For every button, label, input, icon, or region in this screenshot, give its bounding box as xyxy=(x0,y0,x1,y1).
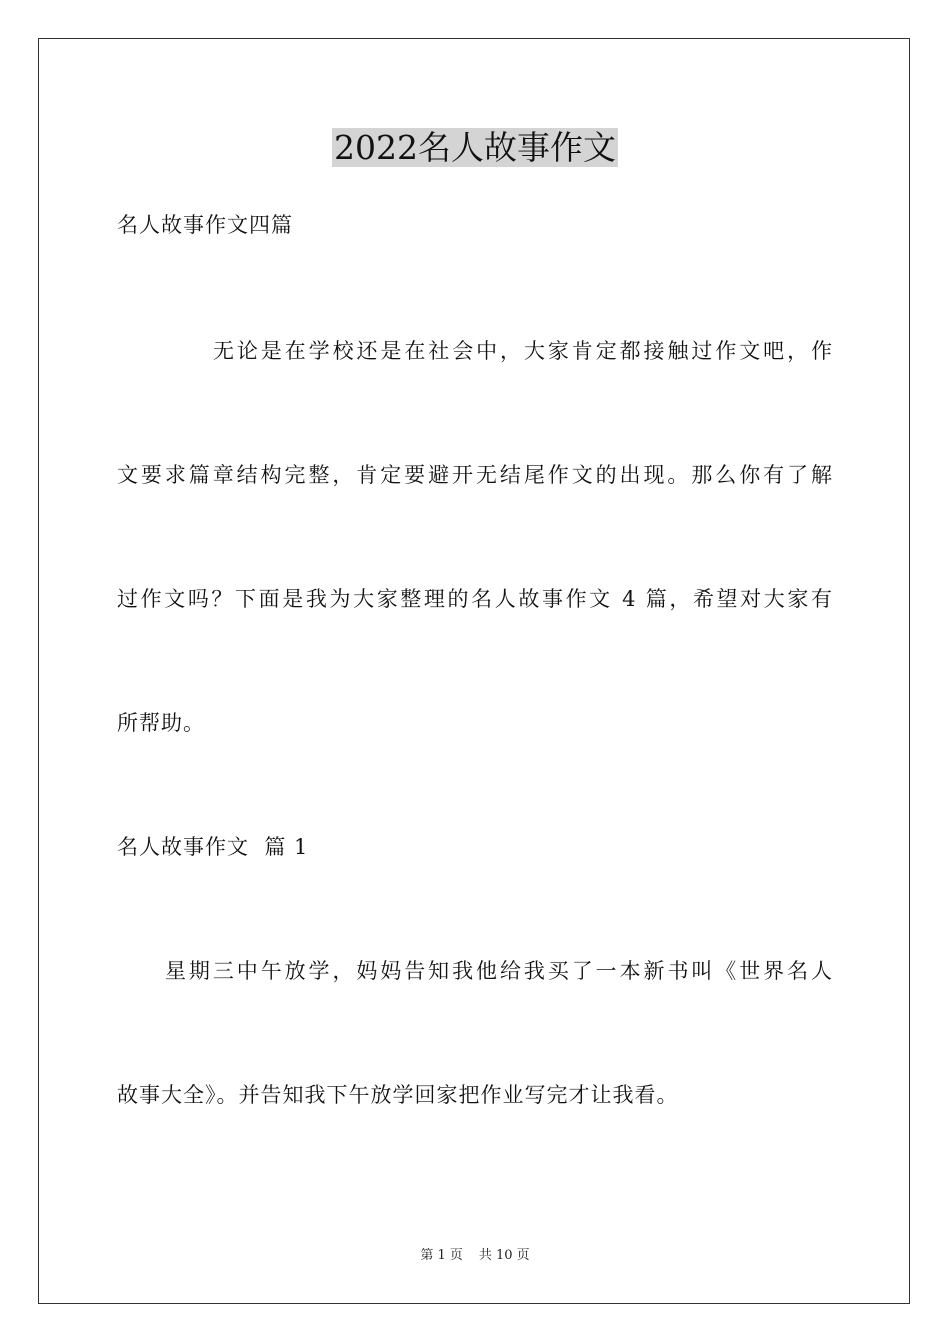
intro-line-3: 过作文吗？下面是我为大家整理的名人故事作文 4 篇，希望对大家有 xyxy=(117,587,833,611)
intro-line-4: 所帮助。 xyxy=(117,711,205,735)
document-title xyxy=(0,126,950,170)
page-total: 共 10 页 xyxy=(478,1248,530,1263)
title-text: 2022名人故事作文 xyxy=(334,128,616,167)
page-number: 第 1 页 xyxy=(420,1248,463,1263)
section-heading: 名人故事作文 篇 1 xyxy=(117,835,309,859)
subtitle: 名人故事作文四篇 xyxy=(117,213,293,237)
section-line-2: 故事大全》。并告知我下午放学回家把作业写完才让我看。 xyxy=(117,1083,679,1107)
section-line-1: 星期三中午放学，妈妈告知我他给我买了一本新书叫《世界名人 xyxy=(165,959,833,983)
intro-line-1: 无论是在学校还是在社会中，大家肯定都接触过作文吧，作 xyxy=(213,339,833,363)
intro-line-2: 文要求篇章结构完整，肯定要避开无结尾作文的出现。那么你有了解 xyxy=(117,463,833,487)
page-footer xyxy=(0,1247,950,1265)
